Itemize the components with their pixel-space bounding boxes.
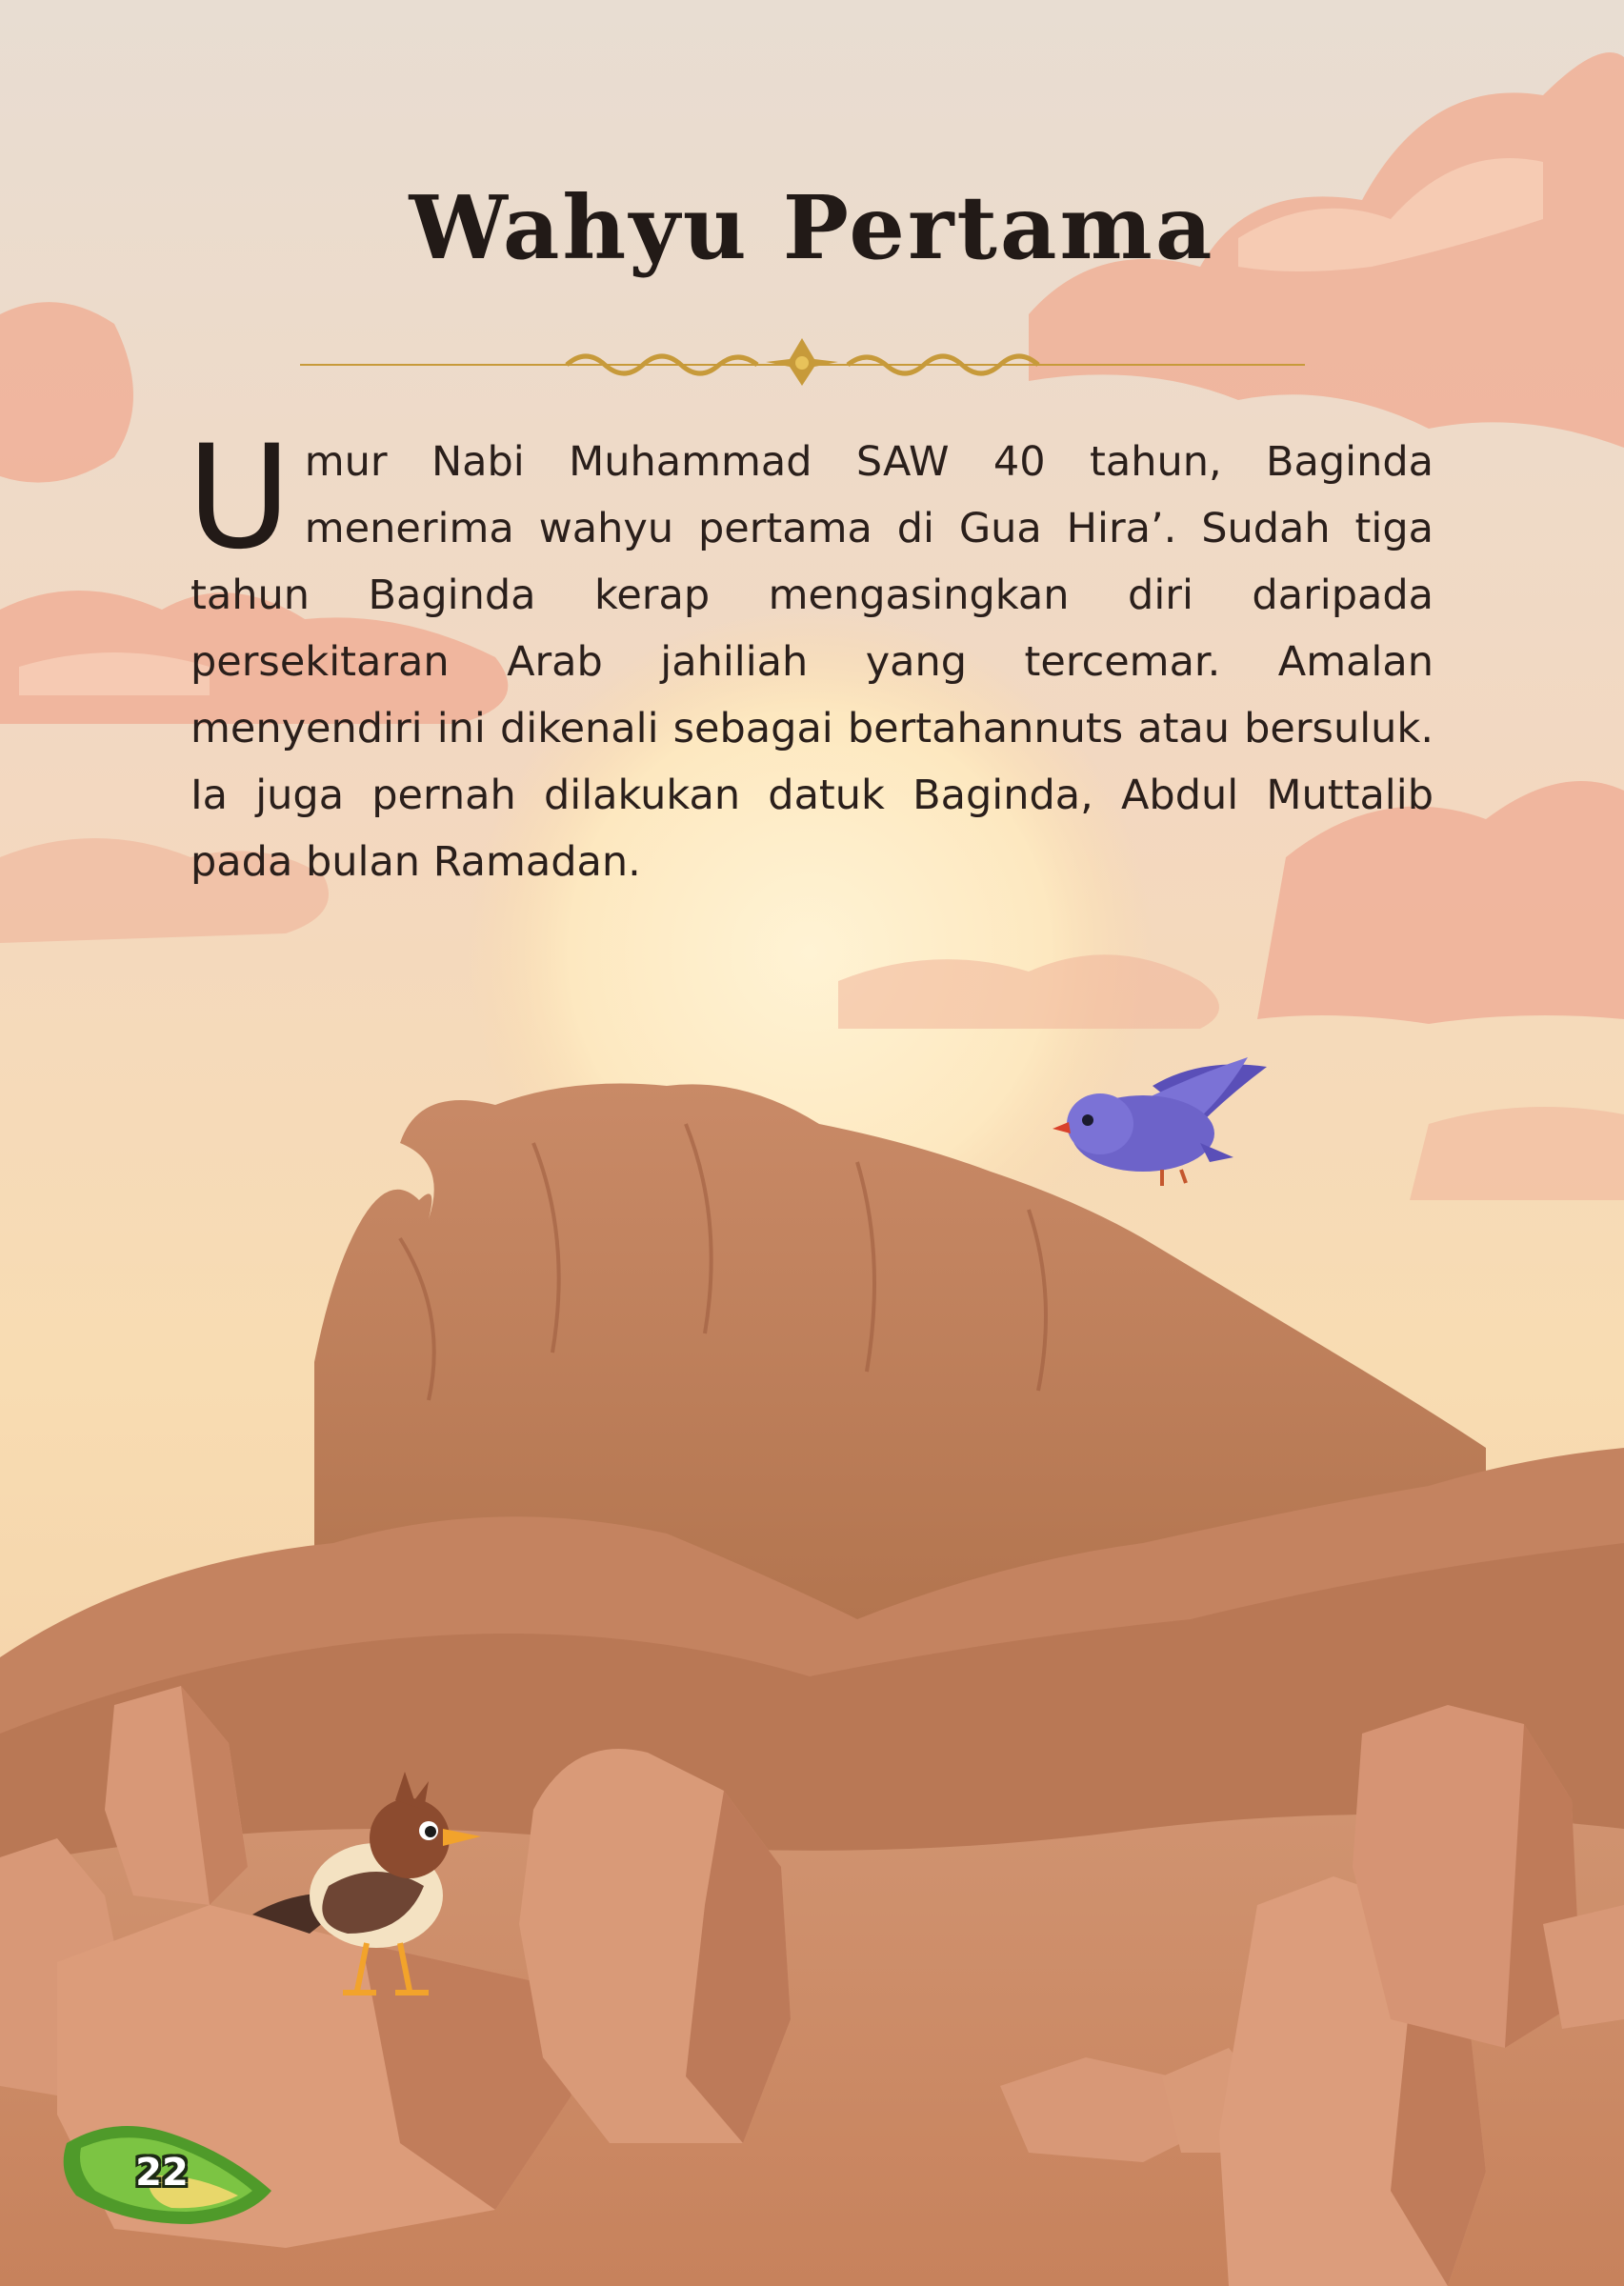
- paragraph-text: mur Nabi Muhammad SAW 40 tahun, Baginda menerima wahyu pertama di Gua Hira’. Sudah tiga tahun Baginda kerap mengasingkan diri daripada persekitaran Arab jahiliah yang tercemar. Amalan menyendiri ini dikenali sebagai bertahannuts atau bersuluk. Ia juga pernah dilakukan datuk Baginda, Abdul Muttalib pada bulan Ramadan.: [190, 438, 1434, 886]
- flourish-divider-icon: [300, 338, 1305, 386]
- drop-cap-letter: U: [187, 415, 291, 581]
- page-title: Wahyu Pertama: [409, 176, 1215, 279]
- story-paragraph: [187, 415, 1434, 895]
- page-number: 22: [135, 2151, 189, 2195]
